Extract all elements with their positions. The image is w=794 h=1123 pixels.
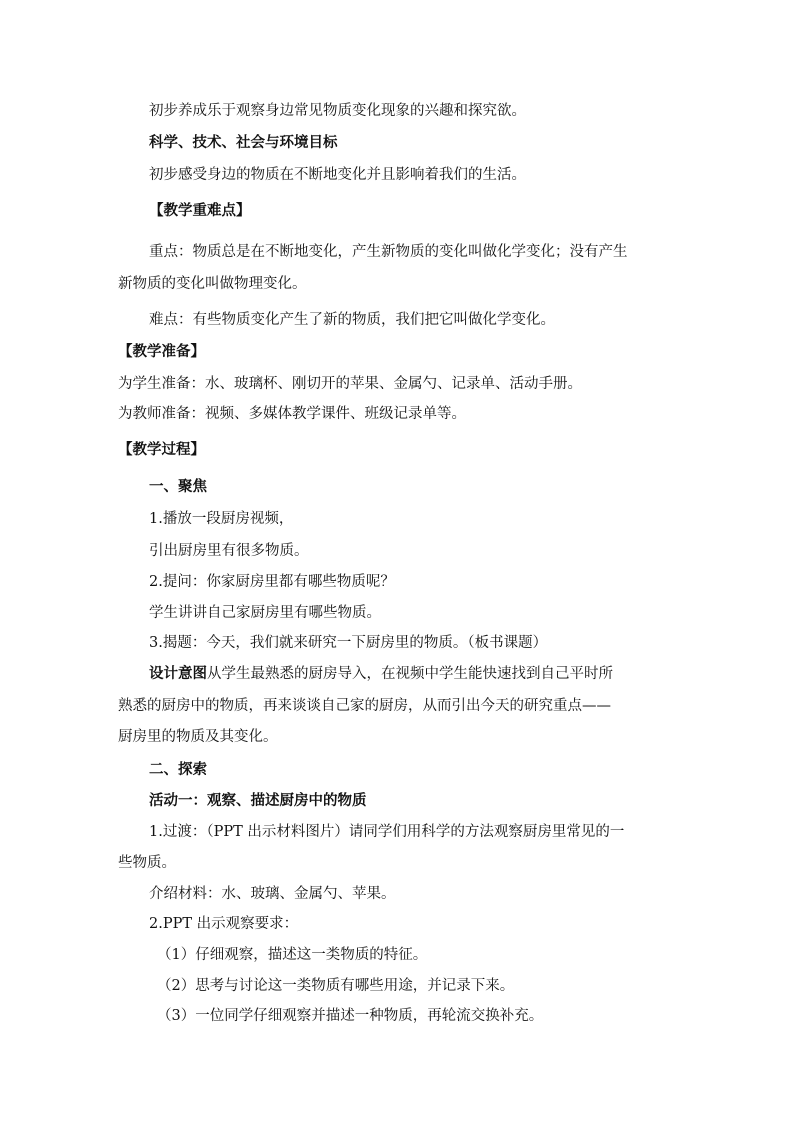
list-item: （3）一位同学仔细观察并描述一种物质，再轮流交换补充。 [157, 1008, 544, 1024]
text-line: 1.过渡：（PPT 出示材料图片）请同学们用科学的方法观察厨房里常见的一 [149, 824, 625, 840]
list-item: （1）仔细观察，描述这一类物质的特征。 [157, 947, 428, 963]
section-heading: 【教学重难点】 [149, 202, 251, 219]
text-line: 新物质的变化叫做物理变化。 [118, 276, 307, 292]
text-line: 为学生准备：水、玻璃杯、刚切开的苹果、金属勺、记录单、活动手册。 [118, 376, 582, 392]
section-subheading: 科学、技术、社会与环境目标 [149, 134, 338, 151]
text-line: 2.PPT 出示观察要求： [149, 916, 299, 932]
text-line: 为教师准备：视频、多媒体教学课件、班级记录单等。 [118, 406, 466, 422]
text-line: 介绍材料：水、玻璃、金属勺、苹果。 [149, 886, 396, 902]
text-line: 些物质。 [118, 855, 176, 871]
text-line: 难点：有些物质变化产生了新的物质，我们把它叫做化学变化。 [149, 312, 555, 328]
text-line: 2.提问：你家厨房里都有哪些物质呢？ [149, 574, 395, 590]
section-subheading: 二、探索 [149, 761, 207, 778]
activity-heading: 活动一：观察、描述厨房中的物质 [149, 792, 367, 809]
section-heading: 【教学准备】 [118, 343, 205, 360]
text-line: 初步感受身边的物质在不断地变化并且影响着我们的生活。 [149, 167, 526, 183]
text-line: 初步养成乐于观察身边常见物质变化现象的兴趣和探究欲。 [149, 103, 526, 119]
text-line: 1.播放一段厨房视频， [149, 511, 294, 527]
section-heading: 【教学过程】 [118, 441, 205, 458]
text-line: 厨房里的物质及其变化。 [118, 729, 278, 745]
text-line: 引出厨房里有很多物质。 [149, 543, 309, 559]
text-line: 重点：物质总是在不断地变化，产生新物质的变化叫做化学变化；没有产生 [149, 244, 628, 260]
design-intent-line [149, 664, 729, 684]
list-item: （2）思考与讨论这一类物质有哪些用途，并记录下来。 [157, 978, 515, 994]
text-line: 熟悉的厨房中的物质，再来谈谈自己家的厨房，从而引出今天的研究重点—— [118, 698, 611, 714]
section-subheading: 一、聚焦 [149, 478, 207, 495]
design-intent-text: 从学生最熟悉的厨房导入，在视频中学生能快速找到自己平时所 [207, 666, 613, 682]
text-line: 学生讲讲自己家厨房里有哪些物质。 [149, 605, 381, 621]
text-line: 3.揭题：今天，我们就来研究一下厨房里的物质。（板书课题） [149, 635, 548, 651]
design-intent-label: 设计意图 [149, 665, 207, 682]
